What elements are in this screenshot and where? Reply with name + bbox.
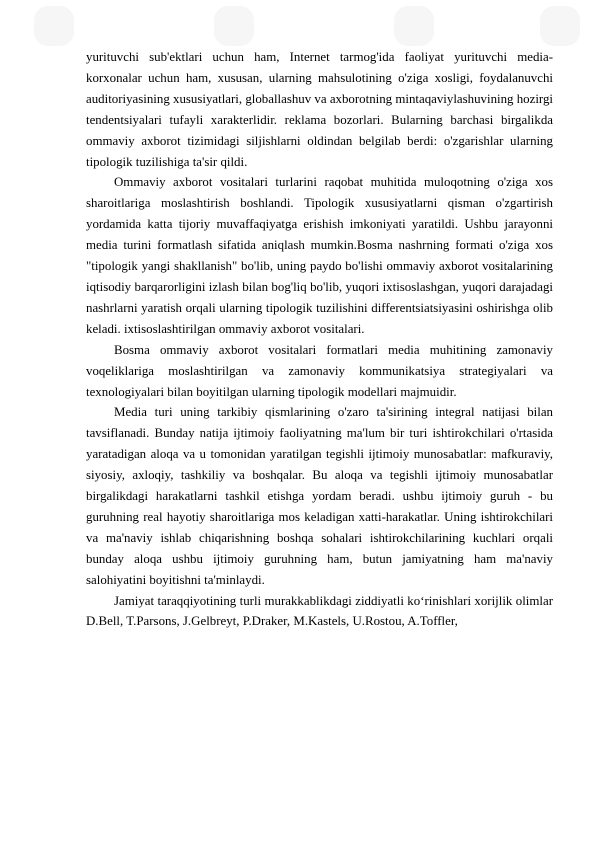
watermark-shape <box>214 6 254 46</box>
paragraph-media-type: Media turi uning tarkibiy qismlarining o'zaro ta'sirining integral natijasi bilan tavsiflanadi. Bunday natija ijtimoiy faoliyatning ma'lum bir turi ishtirokchilari o'rtasida yaratadigan aloqa va u tomonidan yaratilgan tegishli ijtimoiy munosabatlar: mafkuraviy, siyosiy, axloqiy, tashkiliy va boshqalar. Bu aloqa va tegishli ijtimoiy munosabatlar birgalikdagi harakatlarni tashkil etishga yordam beradi. ushbu ijtimoiy guruh - bu guruhning real hayotiy sharoitlariga mos keladigan xatti-harakatlar. Uning ishtirokchilari va ma'naviy ishlab chiqarishning boshqa sohalari ishtirokchilarining kuchlari orqali bunday aloqa ushbu ijtimoiy guruhning ham, butun jamiyatning ham ma'naviy salohiyatini boyitishni ta'minlaydi. <box>86 405 553 587</box>
watermark-shape <box>540 6 580 46</box>
paragraph-print-formats: Bosma ommaviy axborot vositalari formatlari media muhitining zamonaviy voqeliklariga moslashtirilgan va zamonaviy kommunikatsiya strategiyalari va texnologiyalari bilan boyitilgan ularning tipologik modellari majmuidir. <box>86 342 553 399</box>
paragraph-continuation: yurituvchi sub'ektlari uchun ham, Internet tarmog'ida faoliyat yurituvchi media-korxonalar uchun ham, xususan, ularning mahsulotining o'ziga xosligi, foydalanuvchi auditoriyasining xususiyatlari, globallashuv va axborotning mintaqaviylashuvining hozirgi tendentsiyalari tufayli xarakterlidir. reklama bozorlari. Bularning barchasi birgalikda ommaviy axborot tizimidagi siljishlarni oldindan belgilab berdi: o'zgarishlar ularning tipologik tuzilishiga ta'sir qildi. <box>86 50 553 169</box>
paragraph-society-progress: Jamiyat taraqqiyotining turli murakkablikdagi ziddiyatli ko‘rinishlari xorijlik olimlar D.Bell, T.Parsons, J.Gelbreyt, P.Draker, M.Kastels, U.Rostou, A.Toffler, <box>86 593 553 629</box>
watermark-shape <box>34 6 74 46</box>
body-text <box>86 47 553 632</box>
paragraph-media-formatting: Ommaviy axborot vositalari turlarini raqobat muhitida muloqotning o'ziga xos sharoitlariga moslashtirish boshlandi. Tipologik xususiyatlarni qisman o'zgartirish yordamida katta tijoriy muvaffaqiyatga erishish imkoniyati yaratildi. Ushbu jarayonni media turini formatlash sifatida aniqlash mumkin.Bosma nashrning formati o'ziga xos "tipologik yangi shakllanish" bo'lib, uning paydo bo'lishi ommaviy axborot vositalarining iqtisodiy barqarorligini izlash bilan bog'liq bo'lib, yuqori ixtisoslashgan, yuqori darajadagi nashrlarni yaratish orqali ularning tipologik tuzilishini differentsiatsiyasini oshirishga olib keladi. ixtisoslashtirilgan ommaviy axborot vositalari. <box>86 175 553 336</box>
watermark-shape <box>394 6 434 46</box>
